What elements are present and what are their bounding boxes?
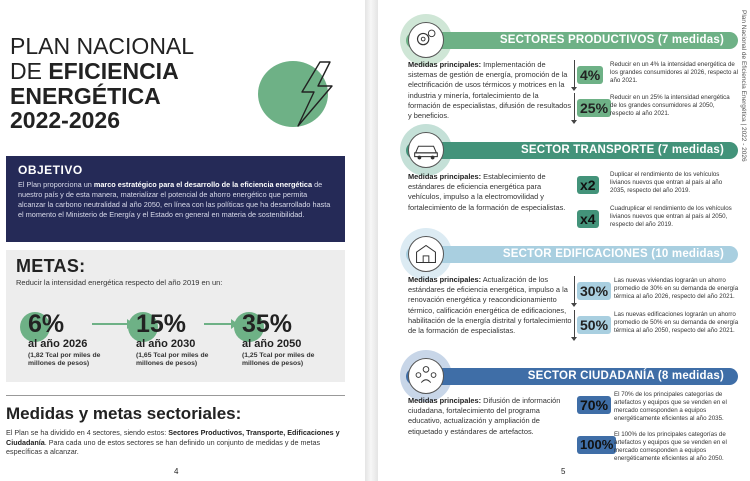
metric-text: El 100% de los principales categorías de artefactos y equipos que se venden en el mercado corresponden a equipos energéticamente eficientes al año 2050. [614,431,727,463]
section-body: Medidas principales: Difusión de información ciudadana, fortalecimiento del programa educativo, actualización y ampliación de etiquetado y estándares de artefactos. [408,396,561,436]
gears-icon [408,22,444,58]
metas-box [6,250,345,382]
arrow-right-icon [92,323,128,325]
meta-detail: (1,82 Tcal por miles de millones de pesos) [28,352,101,368]
metric-value: 4% [577,66,603,84]
page-number: 4 [174,467,179,476]
title-line-1: PLAN NACIONAL [10,33,195,59]
metric-text: El 70% de los principales categorías de artefactos y equipos que se venden en el mercado corresponden a equipos energéticamente eficientes al año 2035. [614,391,727,423]
left-page [0,0,365,481]
arrow-down-icon [574,310,575,340]
metric-value: 30% [577,282,611,300]
metric-text: Las nuevas viviendas lograrán un ahorro promedio de 30% en su demanda de energía térmica al año 2026, respecto del año 2021. [614,277,739,301]
medidas-title: Medidas y metas sectoriales: [6,404,242,423]
meta-year: al año 2026 [28,338,88,350]
metric [574,93,744,123]
arrow-right-icon [204,323,232,325]
title-line-3: ENERGÉTICA [10,82,161,109]
objetivo-text: El Plan proporciona un marco estratégico para el desarrollo de la eficiencia energética de nuestro país y de esta manera, materializar el potencial de ahorro energético que permita alcanzar la carbono neutralidad al año 2050, en línea con las políticas que ha desarrollado hasta el momento el Ministerio de Energía y el Estado en general en materia de sostenibilidad. [18,180,331,219]
section-band-edificaciones: SECTOR EDIFICACIONES (10 medidas) [406,246,738,263]
divider [6,395,345,396]
page-title [10,34,250,133]
metric [574,170,744,200]
title-line-4: 2022-2026 [10,107,120,134]
metric [574,390,744,423]
metas-heading: METAS: [16,256,86,276]
objetivo-heading: OBJETIVO [18,163,83,177]
arrow-down-icon [574,276,575,306]
lightning-icon [258,58,348,128]
book-gutter [365,0,378,481]
side-running-title: Plan Nacional de Eficiencia Energética | 2022 - 2026 [740,10,747,162]
arrow-down-icon [574,93,575,123]
metric [574,310,744,340]
metric-value: 25% [577,99,611,117]
metric [574,60,744,90]
metas-subtitle: Reducir la intensidad energética respecto del año 2019 en un: [16,278,223,287]
medidas-text: El Plan se ha dividido en 4 sectores, siendo estos: Sectores Productivos, Transporte, Edificaciones y Ciudadanía. Para cada uno de estos sectores se han definido un conjunto de medidas y de metas específicas a alcanzar. [6,428,340,457]
meta-pct: 15% [136,310,187,338]
meta-pct: 6% [28,310,65,338]
metric [574,204,744,234]
meta-detail: (1,25 Tcal por miles de millones de pesos) [242,352,315,368]
metric-text: Cuadruplicar el rendimiento de los vehículos livianos nuevos que entran al país al 2050, respecto del año 2019. [610,205,732,229]
metric-value: 70% [577,396,611,414]
meta-detail: (1,65 Tcal por miles de millones de pesos) [136,352,209,368]
metric-value: x4 [577,210,599,228]
metric-value: 100% [577,436,616,454]
page-number: 5 [561,467,566,476]
metric-text: Reducir en un 4% la intensidad energética de los grandes consumidores al 2026, respecto al año 2021. [610,61,738,85]
metric [574,276,744,306]
building-icon [408,236,444,272]
title-line-2-light: DE [10,57,49,84]
section-body: Medidas principales: Establecimiento de estándares de eficiencia energética para vehículos, impulso a la electromovilidad y fortalecimiento de la formación de especialistas. [408,172,566,212]
metric [574,430,744,463]
people-icon [408,358,444,394]
meta-year: al año 2050 [242,338,302,350]
metric-value: x2 [577,176,599,194]
right-page [378,0,750,481]
title-line-2-bold: EFICIENCIA [48,57,179,84]
meta-year: al año 2030 [136,338,196,350]
objetivo-box [6,156,345,242]
meta-pct: 35% [242,310,293,338]
arrow-down-icon [574,60,575,90]
section-band-ciudadania: SECTOR CIUDADANÍA (8 medidas) [406,368,738,385]
metric-text: Las nuevas edificaciones lograrán un ahorro promedio de 50% en su demanda de energía térmica al año 2050, respecto del año 2021. [614,311,739,335]
section-body: Medidas principales: Actualización de los estándares de eficiencia energética, impulso a la renovación energética y reacondicionamiento térmico, calificación energética de edificaciones, habilitación de la energía distrital y fortalecimiento de la formación de especialistas. [408,275,572,336]
car-icon [408,132,444,168]
metric-text: Duplicar el rendimiento de los vehículos livianos nuevos que entran al país al año 2035, respecto del año 2019. [610,171,723,195]
section-band-productivos: SECTORES PRODUCTIVOS (7 medidas) [406,32,738,49]
section-band-transporte: SECTOR TRANSPORTE (7 medidas) [406,142,738,159]
section-body: Medidas principales: Implementación de sistemas de gestión de energía, promoción de la electrificación de usos térmicos y motrices en la industria y minería, fortalecimiento de la formación de especialistas, difusión de resultados y beneficios. [408,60,572,121]
metric-text: Reducir en un 25% la intensidad energética de los grandes consumidores al 2050, respecto al año 2021. [610,94,730,118]
metric-value: 50% [577,316,611,334]
